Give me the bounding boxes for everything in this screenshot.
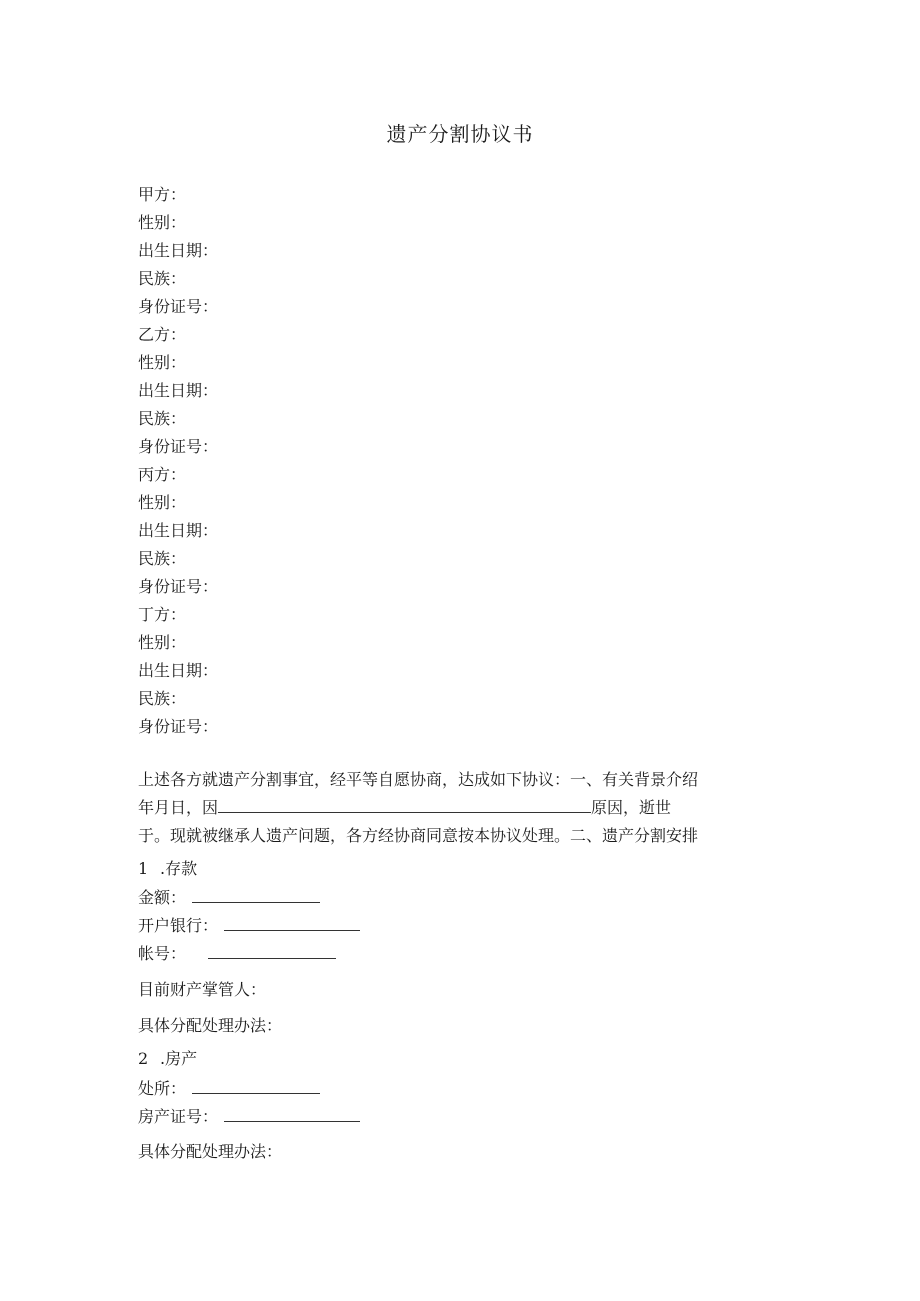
section-number: 2 — [138, 1049, 149, 1068]
deposit-custodian-row: 目前财产掌管人： — [138, 980, 267, 999]
deposit-account-label: 帐号： — [138, 944, 187, 963]
deposit-method-row: 具体分配处理办法： — [138, 1016, 283, 1035]
intro-line-2-suffix: 原因，逝世 — [591, 798, 672, 817]
deposit-account-row — [138, 940, 336, 968]
section-property-heading — [138, 1045, 197, 1073]
property-cert-blank[interactable] — [224, 1103, 360, 1122]
party-field-label: 性别： — [138, 493, 187, 512]
property-location-blank[interactable] — [192, 1075, 320, 1094]
property-location-row — [138, 1075, 320, 1103]
section-title: .房产 — [160, 1049, 198, 1068]
party-field-label: 身份证号： — [138, 717, 219, 736]
section-title: .存款 — [160, 859, 198, 878]
property-location-label: 处所： — [138, 1079, 187, 1098]
property-cert-row — [138, 1103, 360, 1131]
intro-line-2-prefix: 年月日，因 — [138, 798, 219, 817]
document-title: 遗产分割协议书 — [386, 122, 534, 146]
deposit-bank-row — [138, 912, 360, 940]
deposit-amount-label: 金额： — [138, 888, 187, 907]
party-field-label: 丁方： — [138, 605, 187, 624]
deposit-bank-label: 开户银行： — [138, 916, 219, 935]
intro-line-2 — [138, 794, 778, 822]
party-field-label: 身份证号： — [138, 437, 219, 456]
party-field-label: 性别： — [138, 213, 187, 232]
intro-line-3: 于。现就被继承人遗产问题，各方经协商同意按本协议处理。二、遗产分割安排 — [138, 826, 699, 845]
property-cert-label: 房产证号： — [138, 1107, 219, 1126]
party-field-label: 民族： — [138, 269, 187, 288]
death-cause-blank[interactable] — [218, 794, 591, 813]
property-method-row: 具体分配处理办法： — [138, 1142, 283, 1161]
party-field-label: 身份证号： — [138, 297, 219, 316]
party-field-label: 性别： — [138, 633, 187, 652]
party-fields-list — [138, 181, 778, 741]
party-field-label: 丙方： — [138, 465, 187, 484]
deposit-amount-blank[interactable] — [192, 884, 320, 903]
deposit-account-blank[interactable] — [208, 940, 336, 959]
intro-line-1: 上述各方就遗产分割事宜，经平等自愿协商，达成如下协议：一、有关背景介绍 — [138, 770, 699, 789]
party-field-label: 出生日期： — [138, 521, 219, 540]
party-field-label: 身份证号： — [138, 577, 219, 596]
party-field-label: 出生日期： — [138, 661, 219, 680]
party-field-label: 民族： — [138, 409, 187, 428]
party-field-label: 民族： — [138, 689, 187, 708]
party-field-label: 出生日期： — [138, 381, 219, 400]
party-field-label: 民族： — [138, 549, 187, 568]
party-field-label: 甲方： — [138, 185, 187, 204]
party-field-label: 性别： — [138, 353, 187, 372]
section-deposit-heading — [138, 855, 197, 883]
party-field-label: 乙方： — [138, 325, 187, 344]
section-number: 1 — [138, 859, 149, 878]
deposit-bank-blank[interactable] — [224, 912, 360, 931]
party-field-label: 出生日期： — [138, 241, 219, 260]
deposit-amount-row — [138, 884, 320, 912]
